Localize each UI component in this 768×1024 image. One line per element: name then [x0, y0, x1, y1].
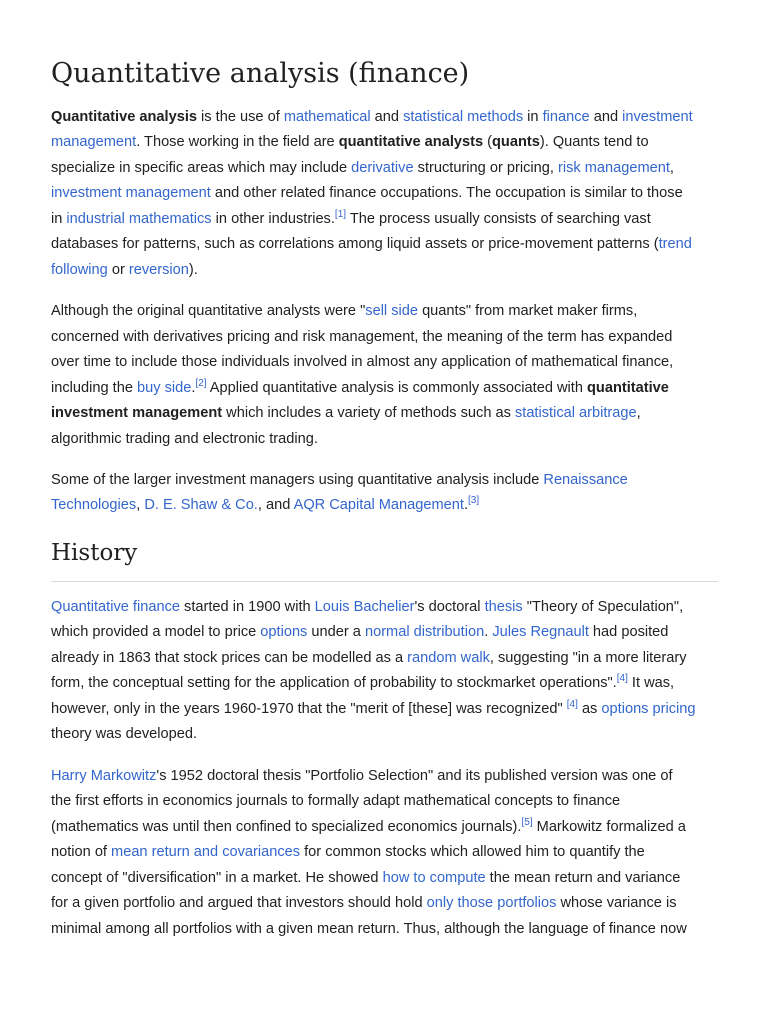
text-segment: however, only in the years 1960-1970 that the "merit of [these] was recognized"	[51, 700, 567, 717]
text-segment: databases for patterns, such as correlations among liquid assets or price-movement patterns (	[51, 236, 659, 252]
text-segment: ,	[636, 405, 641, 421]
text-line	[51, 764, 673, 789]
text-segment: including the	[51, 379, 138, 396]
link-technologies[interactable]: Technologies	[51, 497, 137, 513]
section-divider	[51, 581, 718, 582]
text-segment: (	[483, 134, 493, 150]
link-louis-bachelier[interactable]: Louis Bachelier	[314, 598, 415, 615]
text-segment: 's doctoral	[414, 598, 485, 615]
text-segment: which provided a model to price	[51, 624, 261, 640]
link-how-to-compute[interactable]: how to compute	[382, 869, 486, 886]
text-segment: as	[577, 700, 602, 717]
citation	[617, 673, 628, 684]
text-line	[51, 789, 620, 814]
bold-term: Quantitative analysis	[51, 108, 197, 125]
link-quantitative-finance[interactable]: Quantitative finance	[51, 598, 180, 615]
text-segment: started in 1900 with	[180, 598, 315, 615]
text-line	[51, 299, 637, 324]
text-segment: had posited	[588, 624, 669, 640]
text-segment: the mean return and variance	[485, 869, 681, 886]
text-segment: , suggesting "in a more literary	[489, 649, 687, 666]
text-line	[51, 181, 683, 206]
text-line	[51, 207, 651, 232]
citation	[468, 495, 479, 506]
text-segment: over time to include those individuals involved in almost any application of mathematical finance,	[51, 354, 674, 370]
link-renaissance[interactable]: Renaissance	[543, 471, 628, 488]
link-statistical-arbitrage[interactable]: statistical arbitrage	[514, 405, 637, 421]
bold-term: investment management	[51, 405, 223, 421]
link-d-e-shaw-co[interactable]: D. E. Shaw & Co.	[144, 497, 258, 513]
text-segment: for a given portfolio and argued that investors should hold	[51, 895, 427, 911]
citation-link[interactable]: [4]	[566, 698, 578, 710]
text-line	[51, 493, 479, 518]
text-segment: .	[191, 379, 196, 396]
text-segment: and	[589, 108, 623, 125]
text-segment: "Theory of Speculation",	[522, 598, 684, 615]
text-segment: which includes a variety of methods such as	[222, 405, 515, 421]
text-line	[51, 891, 677, 916]
text-segment: .	[463, 497, 468, 513]
link-reversion[interactable]: reversion	[128, 261, 189, 278]
text-segment: ). Quants tend to	[539, 134, 649, 150]
link-finance[interactable]: finance	[542, 108, 590, 125]
link-options-pricing[interactable]: options pricing	[601, 700, 696, 717]
link-trend[interactable]: trend	[658, 236, 692, 252]
text-segment: in	[51, 210, 67, 227]
link-normal-distribution[interactable]: normal distribution	[364, 624, 485, 640]
text-segment: Some of the larger investment managers using quantitative analysis include	[51, 471, 544, 488]
link-harry-markowitz[interactable]: Harry Markowitz	[51, 767, 157, 784]
link-sell-side[interactable]: sell side	[365, 303, 419, 319]
text-line	[51, 815, 686, 840]
text-line	[51, 376, 669, 401]
bold-term: quantitative	[587, 379, 669, 396]
text-line	[51, 468, 628, 493]
text-line	[51, 620, 668, 645]
text-segment: concerned with derivatives pricing and risk management, the meaning of the term has expanded	[51, 328, 673, 345]
text-segment: (mathematics was until then confined to specialized economics journals).	[51, 818, 522, 835]
text-segment: notion of	[51, 844, 112, 860]
link-investment[interactable]: investment	[622, 108, 693, 125]
link-investment-management[interactable]: investment management	[51, 185, 211, 201]
link-aqr-capital-management[interactable]: AQR Capital Management	[293, 497, 464, 513]
text-segment: 's 1952 doctoral thesis "Portfolio Selection" and its published version was one of	[156, 767, 673, 784]
citation-link[interactable]: [4]	[616, 673, 628, 684]
bold-term: quantitative analysts	[338, 134, 484, 150]
text-line	[51, 840, 645, 865]
link-industrial-mathematics[interactable]: industrial mathematics	[66, 210, 212, 227]
text-segment: Applied quantitative analysis is commonly associated with	[206, 379, 588, 396]
text-line	[51, 595, 683, 620]
text-segment: ,	[136, 497, 145, 513]
text-segment: for common stocks which allowed him to quantify the	[300, 844, 645, 860]
text-segment: and other related finance occupations. The occupation is similar to those	[210, 185, 683, 201]
text-segment: the first efforts in economics journals to formally adapt mathematical concepts to finance	[51, 793, 621, 809]
text-line	[51, 232, 692, 257]
page-title: Quantitative analysis (finance)	[51, 58, 470, 89]
text-segment: whose variance is	[556, 895, 677, 911]
text-segment: . Those working in the field are	[136, 134, 339, 150]
link-random-walk[interactable]: random walk	[407, 649, 490, 666]
text-segment: theory was developed.	[51, 726, 198, 742]
text-line	[51, 866, 680, 891]
text-line	[51, 917, 687, 942]
link-management[interactable]: management	[51, 134, 137, 150]
text-segment: specialize in specific areas which may include	[51, 159, 352, 176]
text-segment: ,	[669, 159, 674, 176]
section-heading-history: History	[51, 540, 138, 566]
text-line	[51, 130, 649, 155]
text-line	[51, 401, 641, 426]
text-segment: under a	[307, 624, 365, 640]
citation-link[interactable]: [1]	[334, 208, 347, 220]
link-mathematical[interactable]: mathematical	[283, 108, 371, 125]
bold-term: quants	[492, 134, 540, 150]
text-segment: in other industries.	[211, 210, 335, 227]
citation	[195, 378, 206, 389]
text-segment: quants" from market maker firms,	[418, 303, 638, 319]
citation-link[interactable]: [3]	[468, 495, 480, 506]
text-segment: already in 1863 that stock prices can be modelled as a	[51, 649, 408, 666]
text-segment: structuring or pricing,	[413, 159, 558, 176]
citation	[521, 817, 532, 828]
text-line	[51, 697, 696, 722]
text-segment: .	[484, 624, 493, 640]
text-segment: and	[370, 108, 404, 125]
citation-link[interactable]: [5]	[521, 816, 533, 828]
text-segment: form, the conceptual setting for the application of probability to stockmarket operations".	[51, 675, 617, 691]
link-derivative[interactable]: derivative	[351, 159, 414, 176]
link-following[interactable]: following	[51, 261, 108, 278]
text-segment: concept of "diversification" in a market. He showed	[51, 869, 383, 886]
text-segment: It was,	[627, 675, 675, 691]
citation	[567, 699, 578, 710]
text-line	[51, 156, 674, 181]
text-line	[51, 427, 318, 452]
text-line	[51, 646, 687, 671]
text-line	[51, 325, 672, 350]
link-risk-management[interactable]: risk management	[557, 159, 670, 176]
text-segment: in	[523, 108, 543, 125]
text-line	[51, 258, 198, 283]
link-only-those-portfolios[interactable]: only those portfolios	[426, 895, 557, 911]
citation-link[interactable]: [2]	[195, 377, 207, 389]
link-options[interactable]: options	[260, 624, 308, 640]
text-segment: Although the original quantitative analysts were "	[51, 303, 366, 319]
text-segment: minimal among all portfolios with a given mean return. Thus, although the language of finance now	[51, 920, 687, 937]
text-segment: Markowitz formalized a	[532, 818, 686, 835]
text-segment: ).	[188, 261, 198, 278]
link-jules-regnault[interactable]: Jules Regnault	[492, 624, 589, 640]
text-line	[51, 671, 674, 696]
text-segment: algorithmic trading and electronic trading.	[51, 430, 318, 447]
citation	[335, 209, 346, 220]
link-statistical-methods[interactable]: statistical methods	[403, 108, 524, 125]
link-buy-side[interactable]: buy side	[137, 379, 192, 396]
link-thesis[interactable]: thesis	[484, 598, 523, 615]
text-line	[51, 350, 673, 375]
text-segment: , and	[257, 497, 294, 513]
link-mean-return-and-covariances[interactable]: mean return and covariances	[111, 844, 301, 860]
text-segment: or	[107, 261, 129, 278]
text-line	[51, 105, 693, 130]
text-segment: is the use of	[197, 108, 284, 125]
text-segment: The process usually consists of searching vast	[346, 210, 651, 227]
text-line	[51, 722, 197, 747]
